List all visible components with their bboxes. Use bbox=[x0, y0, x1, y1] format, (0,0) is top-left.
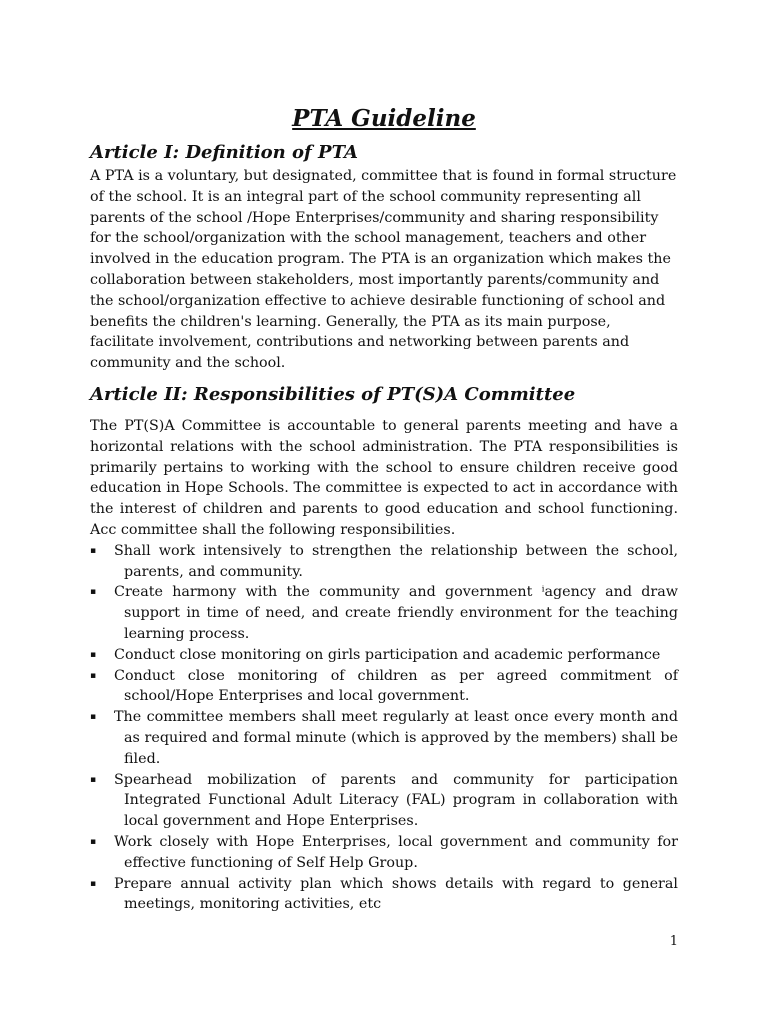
list-item bbox=[90, 707, 678, 769]
list-item bbox=[90, 832, 678, 874]
article-2-body: The PT(S)A Committee is accountable to general parents meeting and have a horizontal relations with the school administration. The PTA responsibilities is primarily pertains to working with the school to ensure children receive good education in Hope Schools. The committee is expected to act in accordance with the interest of children and parents to good education and school functioning. Acc committee shall the following responsibilities. bbox=[90, 417, 678, 538]
list-item-text: The committee members shall meet regularly at least once every month and as required and formal minute (which is approved by the members) shall be filed. bbox=[114, 709, 678, 767]
responsibilities-list bbox=[90, 541, 678, 915]
list-item bbox=[90, 582, 678, 644]
bullet-icon: ▪ bbox=[90, 712, 97, 723]
document-page bbox=[90, 104, 678, 915]
bullet-icon: ▪ bbox=[90, 878, 97, 889]
list-item-text: Conduct close monitoring of children as per agreed commitment of school/Hope Enterprises and local government. bbox=[114, 667, 678, 705]
list-item bbox=[90, 666, 678, 708]
list-item-text: Work closely with Hope Enterprises, local government and community for effective functioning of Self Help Group. bbox=[114, 833, 678, 871]
article-2-heading: Article II: Responsibilities of PT(S)A Committee bbox=[90, 383, 576, 405]
bullet-icon: ▪ bbox=[90, 649, 97, 660]
list-item bbox=[90, 645, 678, 666]
document-title: PTA Guideline bbox=[292, 105, 476, 132]
bullet-icon: ▪ bbox=[90, 670, 97, 681]
bullet-icon: ▪ bbox=[90, 545, 97, 556]
list-item-text: Spearhead mobilization of parents and community for participation Integrated Functional Adult Literacy (FAL) program in collaboration with local government and Hope Enterprises. bbox=[114, 771, 678, 830]
list-item-text: Prepare annual activity plan which shows details with regard to general meetings, monitoring activities, etc bbox=[114, 875, 678, 913]
bullet-icon: ▪ bbox=[90, 587, 97, 598]
list-item-text: Shall work intensively to strengthen the relationship between the school, parents, and community. bbox=[114, 542, 678, 580]
bullet-icon: ▪ bbox=[90, 774, 97, 785]
article-1-body: A PTA is a voluntary, but designated, committee that is found in formal structure of the school. It is an integral part of the school community representing all parents of the school /Hope Enterprises/community and sharing responsibility for the school/organization with the school management, teachers and other involved in the education program. The PTA is an organization which makes the collaboration between stakeholders, most importantly parents/community and the school/organization effective to achieve desirable functioning of school and benefits the children's learning. Generally, the PTA as its main purpose, facilitate involvement, contributions and networking between parents and community and the school. bbox=[90, 168, 677, 372]
list-item-text: Create harmony with the community and government ⁱagency and draw support in time of need, and create friendly environment for the teaching learning process. bbox=[114, 584, 678, 642]
list-item bbox=[90, 770, 678, 832]
article-1-heading: Article I: Definition of PTA bbox=[90, 142, 358, 163]
list-item bbox=[90, 874, 678, 916]
list-item-text: Conduct close monitoring on girls participation and academic performance bbox=[114, 646, 661, 663]
page-number: 1 bbox=[669, 934, 678, 949]
bullet-icon: ▪ bbox=[90, 836, 97, 847]
list-item bbox=[90, 541, 678, 583]
